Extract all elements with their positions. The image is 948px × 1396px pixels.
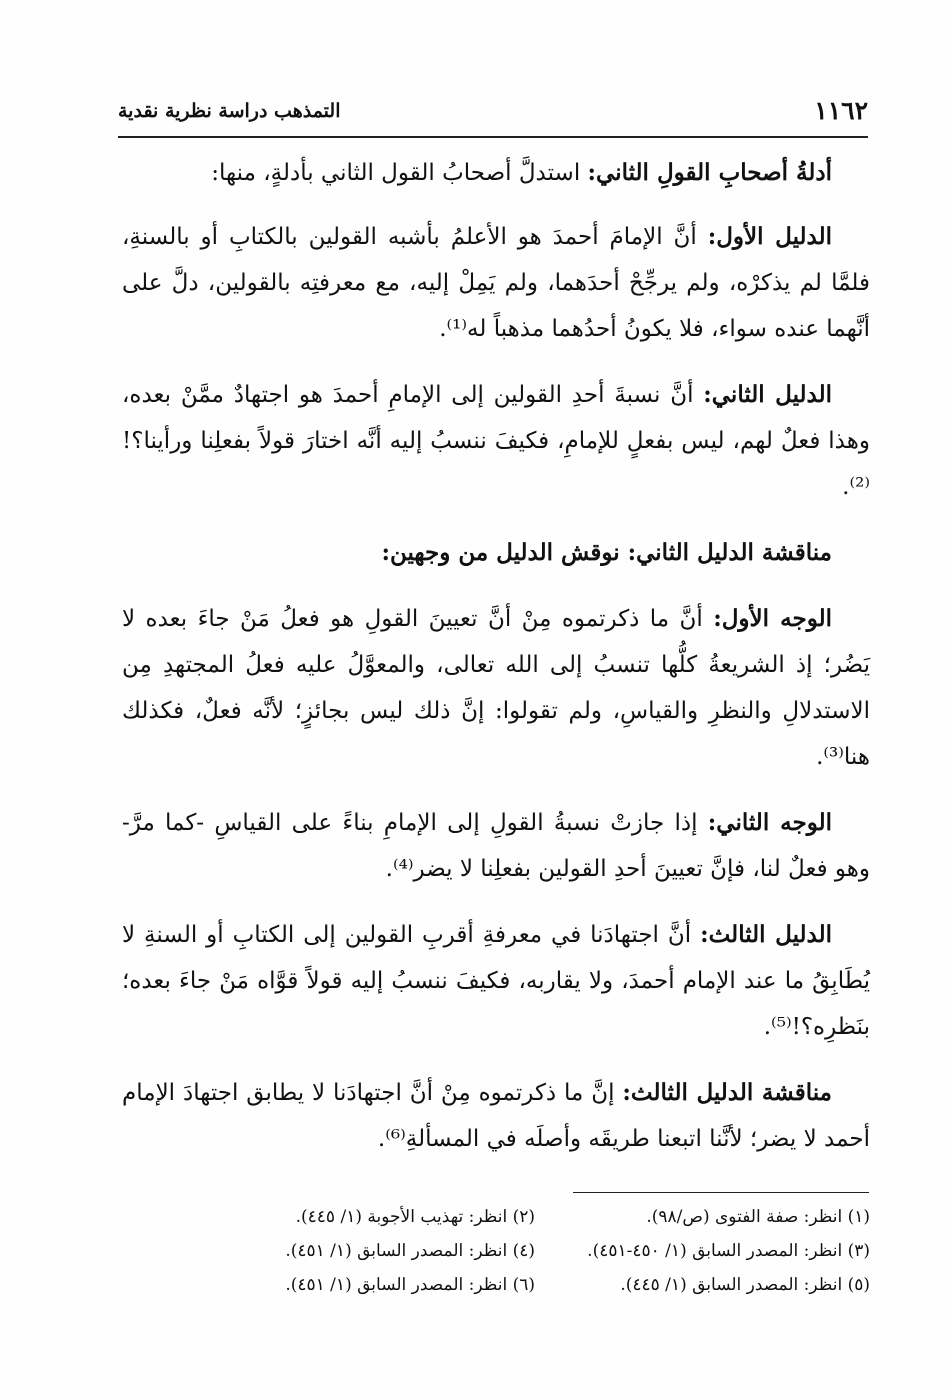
- paragraph-text: استدلَّ أصحابُ القول الثاني بأدلةٍ، منها:: [211, 160, 588, 186]
- paragraph-first-evidence: [122, 214, 870, 352]
- page-header: [118, 92, 868, 138]
- paragraph-lead: أدلةُ أصحابِ القولِ الثاني:: [587, 159, 832, 186]
- footnote-5: (٥) انظر: المصدر السابق (١/ ٤٤٥).: [620, 1275, 870, 1295]
- paragraph-third-evidence: [122, 912, 870, 1050]
- footnote-3: (٣) انظر: المصدر السابق (١/ ٤٥٠-٤٥١).: [587, 1241, 870, 1261]
- paragraph-text: أنَّ اجتهادَنا في معرفةِ أقربِ القولين إلى الكتابِ أو السنةِ لا يُطَابِقُ ما عند الإمام أحمدَ، ولا يقاربه، فكيفَ ننسبُ إليه قولاً قوَّاه مَنْ جاءَ بعده؛ بنَظرِه؟!⁽⁵⁾.: [122, 922, 870, 1040]
- paragraph-lead: الدليل الأول:: [707, 223, 832, 250]
- paragraph-lead: مناقشة الدليل الثالث:: [622, 1079, 832, 1106]
- paragraph-text: إذا جازتْ نسبةُ القولِ إلى الإمامِ بناءً على القياسِ -كما مرَّ- وهو فعلٌ لنا، فإنَّ تعيينَ أحدِ القولين بفعلِنا لا يضر⁽⁴⁾.: [122, 810, 870, 882]
- footnote-6: (٦) انظر: المصدر السابق (١/ ٤٥١).: [285, 1275, 535, 1295]
- paragraph-lead: الوجه الأول:: [713, 605, 832, 632]
- page-number: ١١٦٢: [814, 96, 868, 125]
- paragraph-text: نوقش الدليل من وجهين:: [381, 539, 628, 566]
- paragraph-third-discussion: [122, 1070, 870, 1162]
- paragraph-second-evidence: [122, 372, 870, 510]
- paragraph-lead: الدليل الثاني:: [703, 381, 832, 408]
- running-title: التمذهب دراسة نظرية نقدية: [118, 100, 341, 122]
- paragraph-text: أنَّ الإمامَ أحمدَ هو الأعلمُ بأشبه القولين بالكتابِ أو بالسنةِ، فلمَّا لم يذكرْه، ولم يرجِّحْ أحدَهما، ولم يَمِلْ إليه، مع معرفتِه بالقولين، دلَّ على أنَّهما عنده سواء، فلا يكونُ أحدُهما مذهباً له⁽¹⁾.: [122, 224, 870, 342]
- footnote-1: (١) انظر: صفة الفتوى (ص/٩٨).: [646, 1207, 870, 1227]
- paragraph-text: أنَّ نسبةَ أحدِ القولين إلى الإمامِ أحمدَ هو اجتهادٌ ممَّنْ بعده، وهذا فعلٌ لهم، ليس بفعلٍ للإمامِ، فكيفَ ننسبُ إليه أنَّه اختارَ قولاً بفعلِنا ورأينا؟!⁽²⁾.: [122, 382, 870, 500]
- paragraph-lead: مناقشة الدليل الثاني:: [627, 539, 832, 566]
- footnote-row: [200, 1268, 870, 1302]
- footnote-2: (٢) انظر: تهذيب الأجوبة (١/ ٤٤٥).: [295, 1207, 535, 1227]
- paragraph-lead: الدليل الثالث:: [700, 921, 833, 948]
- paragraph-first-aspect: [122, 596, 870, 780]
- paragraph-text: أنَّ ما ذكرتموه مِنْ أنَّ تعيينَ القولِ هو فعلُ مَنْ جاءَ بعده لا يَضُر؛ إذ الشريعةُ كلُّها تنسبُ إلى الله تعالى، والمعوَّلُ عليه فعلُ المجتهدِ مِن الاستدلالِ والنظرِ والقياسِ، ولم تقولوا: إنَّ ذلك ليس بجائزٍ؛ لأنَّه فعلٌ، فكذلك هنا⁽³⁾.: [122, 606, 870, 770]
- footnote-row: [200, 1200, 870, 1234]
- footnotes: [200, 1200, 870, 1302]
- paragraph-text: إنَّ ما ذكرتموه مِنْ أنَّ اجتهادَنا لا يطابق اجتهادَ الإمام أحمد لا يضر؛ لأنَّنا اتبعنا طريقَه وأصلَه في المسألةِ⁽⁶⁾.: [122, 1080, 870, 1152]
- footnote-divider: [573, 1192, 869, 1193]
- paragraph-lead: الوجه الثاني:: [707, 809, 832, 836]
- main-text: [122, 150, 870, 1182]
- footnote-4: (٤) انظر: المصدر السابق (١/ ٤٥١).: [285, 1241, 535, 1261]
- paragraph-evidence-heading: [122, 150, 870, 196]
- paragraph-discussion-heading: [122, 530, 870, 576]
- paragraph-second-aspect: [122, 800, 870, 892]
- footnote-row: [200, 1234, 870, 1268]
